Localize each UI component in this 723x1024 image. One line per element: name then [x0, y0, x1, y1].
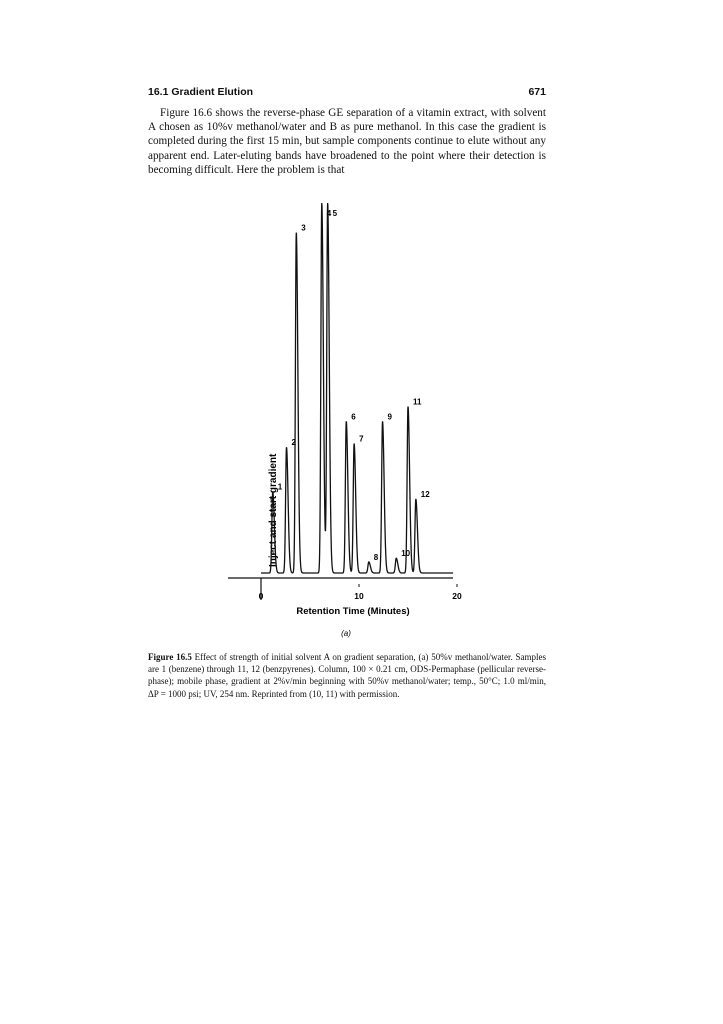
- x-tick-label-20: 20: [452, 591, 462, 601]
- peak-label-2: 2: [291, 438, 296, 448]
- x-axis-label: Retention Time (Minutes): [296, 606, 410, 617]
- inject-annotation: Inject and start gradient: [268, 453, 279, 567]
- chromatogram-svg: [228, 195, 468, 640]
- peak-label-12: 12: [420, 490, 430, 499]
- figure-caption: [148, 651, 546, 700]
- chromatogram-figure: [228, 195, 468, 640]
- peak-label-6: 6: [351, 412, 356, 422]
- caption-text: Effect of strength of initial solvent A on gradient separation, (a) 50%v methanol/water. Samples are 1 (benzene) through 11, 12 (benzpyrenes). Column, 100 × 0.21 cm, ODS-Permaphase (pellicular reverse-phase); mobile phase, gradient at 2%v/min beginning with 50%v methanol/water; temp., 50°C; 1.0 ml/min, ΔP = 1000 psi; UV, 254 nm. Reprinted from (10, 11) with permission.: [148, 652, 546, 699]
- peak-label-1: 1: [277, 482, 283, 492]
- peak-label-3: 3: [301, 223, 306, 233]
- peak-label-10: 10: [401, 549, 411, 559]
- peak-label-4: 4: [326, 208, 332, 218]
- peak-label-5: 5: [332, 208, 338, 218]
- chromatogram-trace: [261, 203, 453, 573]
- body-paragraph: Figure 16.6 shows the reverse-phase GE separation of a vitamin extract, with solvent A chosen as 10%v methanol/water and B as pure methanol. In this case the gradient is completed during the first 15 min, but sample components continue to elute without any apparent end. Later-eluting bands have broadened to the point where their detection is becoming difficult. Here the problem is that: [148, 107, 546, 176]
- peak-label-11: 11: [413, 397, 422, 407]
- page-number: 671: [528, 86, 546, 98]
- x-tick-label-0: 0: [258, 591, 264, 601]
- caption-label: Figure 16.5: [148, 652, 192, 662]
- peak-label-9: 9: [387, 412, 392, 422]
- x-tick-label-10: 10: [354, 591, 364, 601]
- running-header: [148, 86, 546, 102]
- peak-label-8: 8: [373, 552, 379, 562]
- peak-label-7: 7: [359, 434, 364, 444]
- section-title: 16.1 Gradient Elution: [148, 86, 254, 98]
- panel-label: (a): [341, 629, 351, 638]
